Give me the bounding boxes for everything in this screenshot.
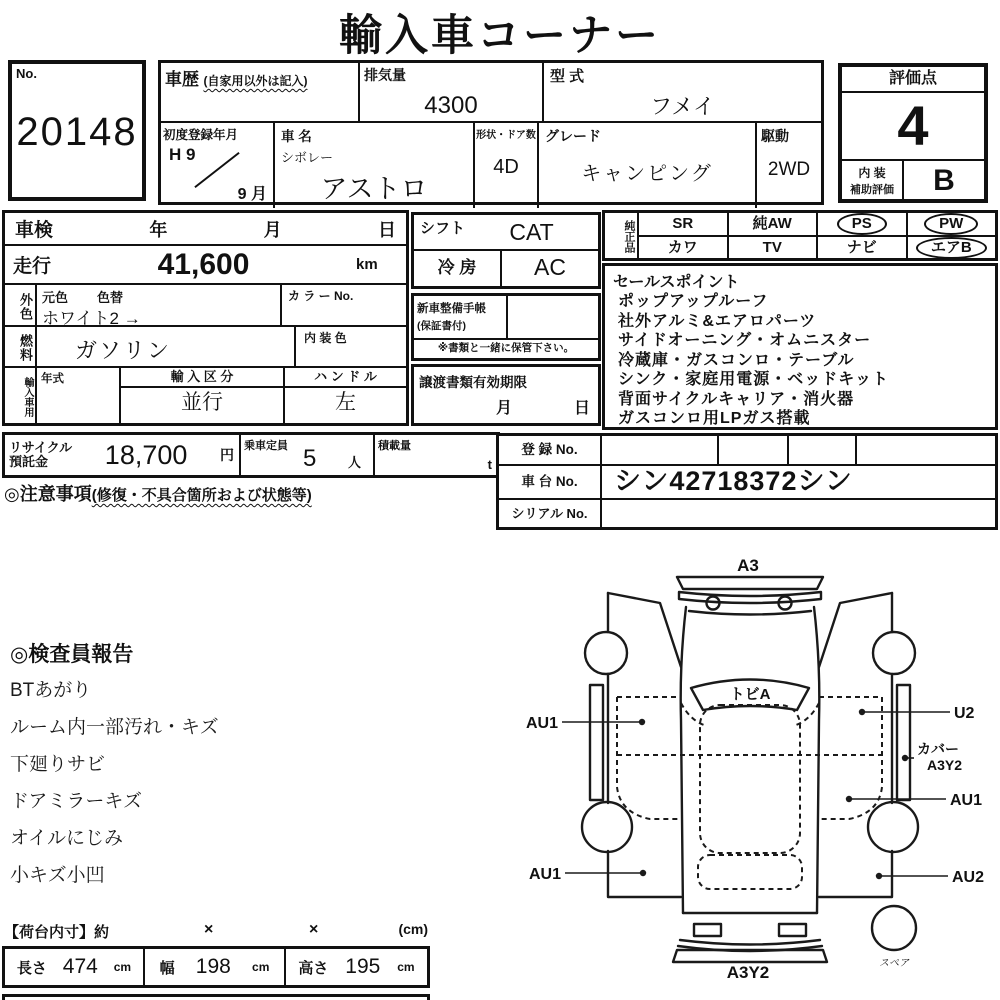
service-book-sublabel: (保証書付) — [417, 320, 466, 332]
roof-opening-dashed — [700, 705, 800, 853]
shaken-year-label: 年 — [149, 219, 168, 240]
shift-label: シフト — [420, 220, 466, 237]
sales-point-item: 冷蔵庫・ガスコンロ・テーブル — [618, 351, 855, 369]
chassis-no-label: 車 台 No. — [499, 466, 602, 498]
cargo-height-unit: cm — [397, 960, 415, 974]
capacity-unit: 人 — [347, 455, 361, 470]
handle-value: 左 — [335, 391, 356, 414]
shift-value: CAT — [509, 218, 554, 245]
floor-outline-dashed — [617, 697, 882, 787]
sales-point-item: サイドオーニング・オムニスター — [618, 332, 872, 349]
registration-table — [496, 433, 998, 530]
exterior-color-label: 外色 — [5, 285, 37, 325]
equipment-airbag: エアB — [916, 237, 987, 259]
equipment-tv: TV — [762, 239, 782, 256]
diagram-label-cover-2: A3Y2 — [927, 757, 963, 773]
cargo-length-value: 474 — [62, 955, 98, 978]
shaken-row — [5, 213, 406, 246]
drive-value: 2WD — [767, 159, 811, 180]
sales-point-item: 背面サイクルキャリア・消火器 — [618, 390, 855, 408]
fuel-value: ガソリン — [75, 338, 172, 363]
equipment-box — [602, 210, 998, 261]
lot-number-label: No. — [16, 66, 37, 81]
caution-note: (修復・不具合箇所および状態等) — [91, 487, 312, 504]
sales-point-item: 社外アルミ&エアロパーツ — [618, 312, 817, 330]
import-year-label: 年式 — [41, 373, 64, 385]
cargo-table-next-row — [2, 994, 430, 1000]
shaken-day-label: 日 — [378, 219, 396, 240]
cargo-width-unit: cm — [252, 960, 270, 974]
caution-heading — [4, 480, 312, 506]
diagram-label-cover-1: カバー — [917, 741, 959, 757]
model-code-label: 型 式 — [550, 68, 585, 85]
cargo-width-value: 198 — [195, 955, 231, 978]
load-unit: t — [487, 457, 492, 472]
chassis-no-value: シン42718372シン — [614, 466, 853, 496]
cargo-table — [2, 946, 430, 988]
registration-no-cell — [602, 436, 719, 464]
capacity-value: 5 — [303, 445, 317, 472]
shaken-month-label: 月 — [263, 219, 282, 240]
cargo-height-value: 195 — [345, 955, 381, 978]
diagram-label-au2: AU2 — [952, 869, 985, 886]
service-book-box — [411, 293, 601, 361]
left-mirror — [585, 632, 627, 674]
mileage-label: 走行 — [13, 256, 52, 277]
exterior-color-row — [5, 285, 406, 327]
registration-no-cell — [719, 436, 789, 464]
inspector-report-item: 下廻りサビ — [10, 754, 106, 775]
sales-point-item: シンク・家庭用電源・ベッドキット — [618, 371, 889, 388]
interior-color-label: 内 装 色 — [304, 331, 347, 345]
shift-cooling-box — [411, 212, 601, 289]
marker-dot — [859, 709, 865, 715]
history-note: (自家用以外は記入) — [203, 74, 308, 88]
import-kubun-value: 並行 — [181, 391, 223, 414]
diagram-label-rear: A3Y2 — [726, 963, 770, 982]
equipment-sr: SR — [672, 215, 694, 232]
import-label: 輸入車用 — [5, 368, 37, 423]
interior-rating-score: B — [933, 164, 955, 197]
recycle-box — [2, 432, 500, 478]
handle-label: ハ ン ド ル — [285, 368, 406, 388]
left-rear-wheel — [582, 802, 632, 852]
cargo-mult-2: × — [309, 921, 319, 938]
interior-rating-label-2: 補助評価 — [850, 184, 894, 196]
fuel-row — [5, 327, 406, 368]
maker-value: シボレー — [281, 150, 334, 165]
body-right-side — [814, 607, 819, 913]
import-kubun-label: 輸 入 区 分 — [121, 368, 283, 388]
inspector-report-item: ルーム内一部汚れ・キズ — [10, 717, 219, 738]
recycle-value: 18,700 — [104, 439, 188, 470]
mileage-unit: km — [356, 256, 378, 273]
vehicle-table — [158, 60, 824, 205]
equipment-pw: PW — [924, 213, 978, 235]
cargo-title: 【荷台内寸】約 — [4, 924, 110, 941]
marker-dot — [846, 796, 852, 802]
original-color-label: 元色 — [42, 290, 69, 305]
serial-no-label: シリアル No. — [499, 500, 602, 527]
recycle-unit: 円 — [220, 447, 234, 463]
left-rocker-strip — [590, 685, 603, 800]
transfer-docs-label: 譲渡書類有効期限 — [419, 375, 527, 390]
recycle-label-1: リサイクル — [9, 440, 73, 455]
body-left-side — [681, 607, 686, 913]
cargo-height-label: 高さ — [298, 959, 329, 977]
first-reg-year: H 9 — [169, 145, 196, 164]
inspector-report-item: オイルにじみ — [10, 828, 124, 849]
color-change-label: 色替 — [97, 290, 124, 305]
equipment-ps: PS — [837, 213, 887, 235]
grade-label: グレード — [545, 128, 601, 144]
transfer-day-label: 日 — [573, 400, 590, 417]
diagram-label-windshield: トビA — [729, 686, 771, 703]
damage-diagram — [480, 555, 1000, 1000]
doors-label: 形状・ドア数 — [476, 130, 536, 141]
equipment-leather: カワ — [667, 239, 698, 256]
marker-dot — [876, 873, 882, 879]
cargo-width-label: 幅 — [159, 959, 175, 977]
inspection-table — [2, 210, 409, 426]
diagram-label-u2: U2 — [954, 705, 975, 722]
equipment-label: 純正品 — [605, 213, 639, 258]
diagram-label-au1-rear-left: AU1 — [528, 866, 561, 883]
displacement-value: 4300 — [424, 92, 478, 119]
interior-rating-label-1: 内 装 — [858, 166, 886, 180]
transfer-month-label: 月 — [496, 400, 513, 417]
inspector-report-item: ドアミラーキズ — [10, 791, 143, 812]
first-reg-label: 初度登録年月 — [163, 128, 239, 142]
cargo-length-unit: cm — [113, 960, 132, 974]
cargo-unit-note: (cm) — [398, 921, 428, 937]
floor-corner-dashed — [617, 787, 882, 819]
left-panel-edge — [608, 593, 681, 897]
inspector-report — [10, 638, 430, 894]
right-rear-wheel — [868, 802, 918, 852]
recycle-label-2: 預託金 — [9, 454, 49, 469]
drive-label: 駆動 — [761, 128, 789, 144]
lot-number-value: 20148 — [16, 110, 138, 154]
mileage-value: 41,600 — [157, 247, 250, 281]
rating-score: 4 — [897, 94, 929, 157]
front-bumper — [677, 577, 823, 589]
keep-documents-note: ※書類と一緒に保管下さい。 — [437, 342, 575, 354]
registration-no-cell — [857, 436, 995, 464]
diagram-label-spare: スペア — [879, 958, 909, 969]
registration-no-cell — [789, 436, 857, 464]
diagram-label-au1-front-left: AU1 — [525, 715, 558, 732]
inspector-report-item: BTあがり — [10, 680, 92, 701]
cooling-label: 冷 房 — [414, 251, 502, 286]
rear-window-dashed — [698, 855, 802, 889]
diagram-label-au1-right: AU1 — [950, 792, 983, 809]
model-code-value: フメイ — [650, 94, 715, 119]
color-change-arrow: → — [123, 309, 141, 328]
diagram-label-front: A3 — [737, 556, 759, 575]
sales-point-item: ガスコンロ用LPガス搭載 — [618, 410, 811, 427]
import-row — [5, 368, 406, 423]
grade-value: キャンピング — [581, 163, 713, 185]
name-label: 車 名 — [281, 129, 312, 144]
marker-dot — [902, 755, 908, 761]
registration-no-label: 登 録 No. — [499, 436, 602, 464]
right-mirror — [873, 632, 915, 674]
mileage-row — [5, 246, 406, 285]
model-value: アストロ — [320, 174, 428, 204]
service-book-label: 新車整備手帳 — [417, 303, 486, 315]
displacement-label: 排気量 — [364, 67, 406, 83]
shaken-label: 車検 — [15, 220, 54, 241]
sales-points-box — [602, 263, 998, 430]
rating-label: 評価点 — [842, 67, 984, 93]
transfer-docs-box — [411, 364, 601, 426]
hood-line — [689, 611, 811, 615]
inspector-report-title: ◎検査員報告 — [10, 643, 134, 666]
marker-dot — [640, 870, 646, 876]
exterior-color-value: ホワイト2 → — [42, 309, 141, 328]
fuel-label: 燃料 — [5, 327, 37, 366]
load-label: 積載量 — [378, 440, 411, 452]
cargo-mult-1: × — [204, 921, 214, 938]
cargo-header — [4, 921, 428, 943]
history-label: 車歴 — [165, 70, 199, 89]
serial-no-value — [602, 500, 995, 527]
inspector-report-item: 小キズ小凹 — [10, 865, 105, 886]
page-title: 輸入車コーナー — [339, 12, 661, 60]
capacity-label: 乗車定員 — [244, 440, 288, 452]
taillight-right — [779, 924, 806, 936]
cooling-value: AC — [534, 254, 566, 280]
taillight-left — [694, 924, 721, 936]
spare-tire — [872, 906, 916, 950]
sales-point-item: ポップアップルーフ — [618, 293, 769, 310]
doors-value: 4D — [493, 156, 519, 178]
caution-title: ◎注意事項 — [4, 484, 92, 504]
marker-dot — [639, 719, 645, 725]
lot-number-box — [8, 60, 146, 201]
service-book-value — [508, 296, 598, 338]
first-reg-slash — [194, 152, 239, 188]
equipment-aw: 純AW — [752, 215, 792, 232]
right-door-edge — [819, 593, 892, 667]
first-reg-month: 9 月 — [237, 186, 267, 203]
front-grille-band — [679, 592, 821, 603]
left-door-edge — [608, 593, 681, 667]
equipment-navi: ナビ — [846, 239, 877, 256]
cargo-length-label: 長さ — [16, 959, 47, 977]
sales-points-title: セールスポイント — [613, 274, 740, 291]
color-no-label: カ ラ ー No. — [288, 289, 354, 303]
right-rocker-strip — [897, 685, 910, 800]
rating-box — [838, 63, 988, 203]
